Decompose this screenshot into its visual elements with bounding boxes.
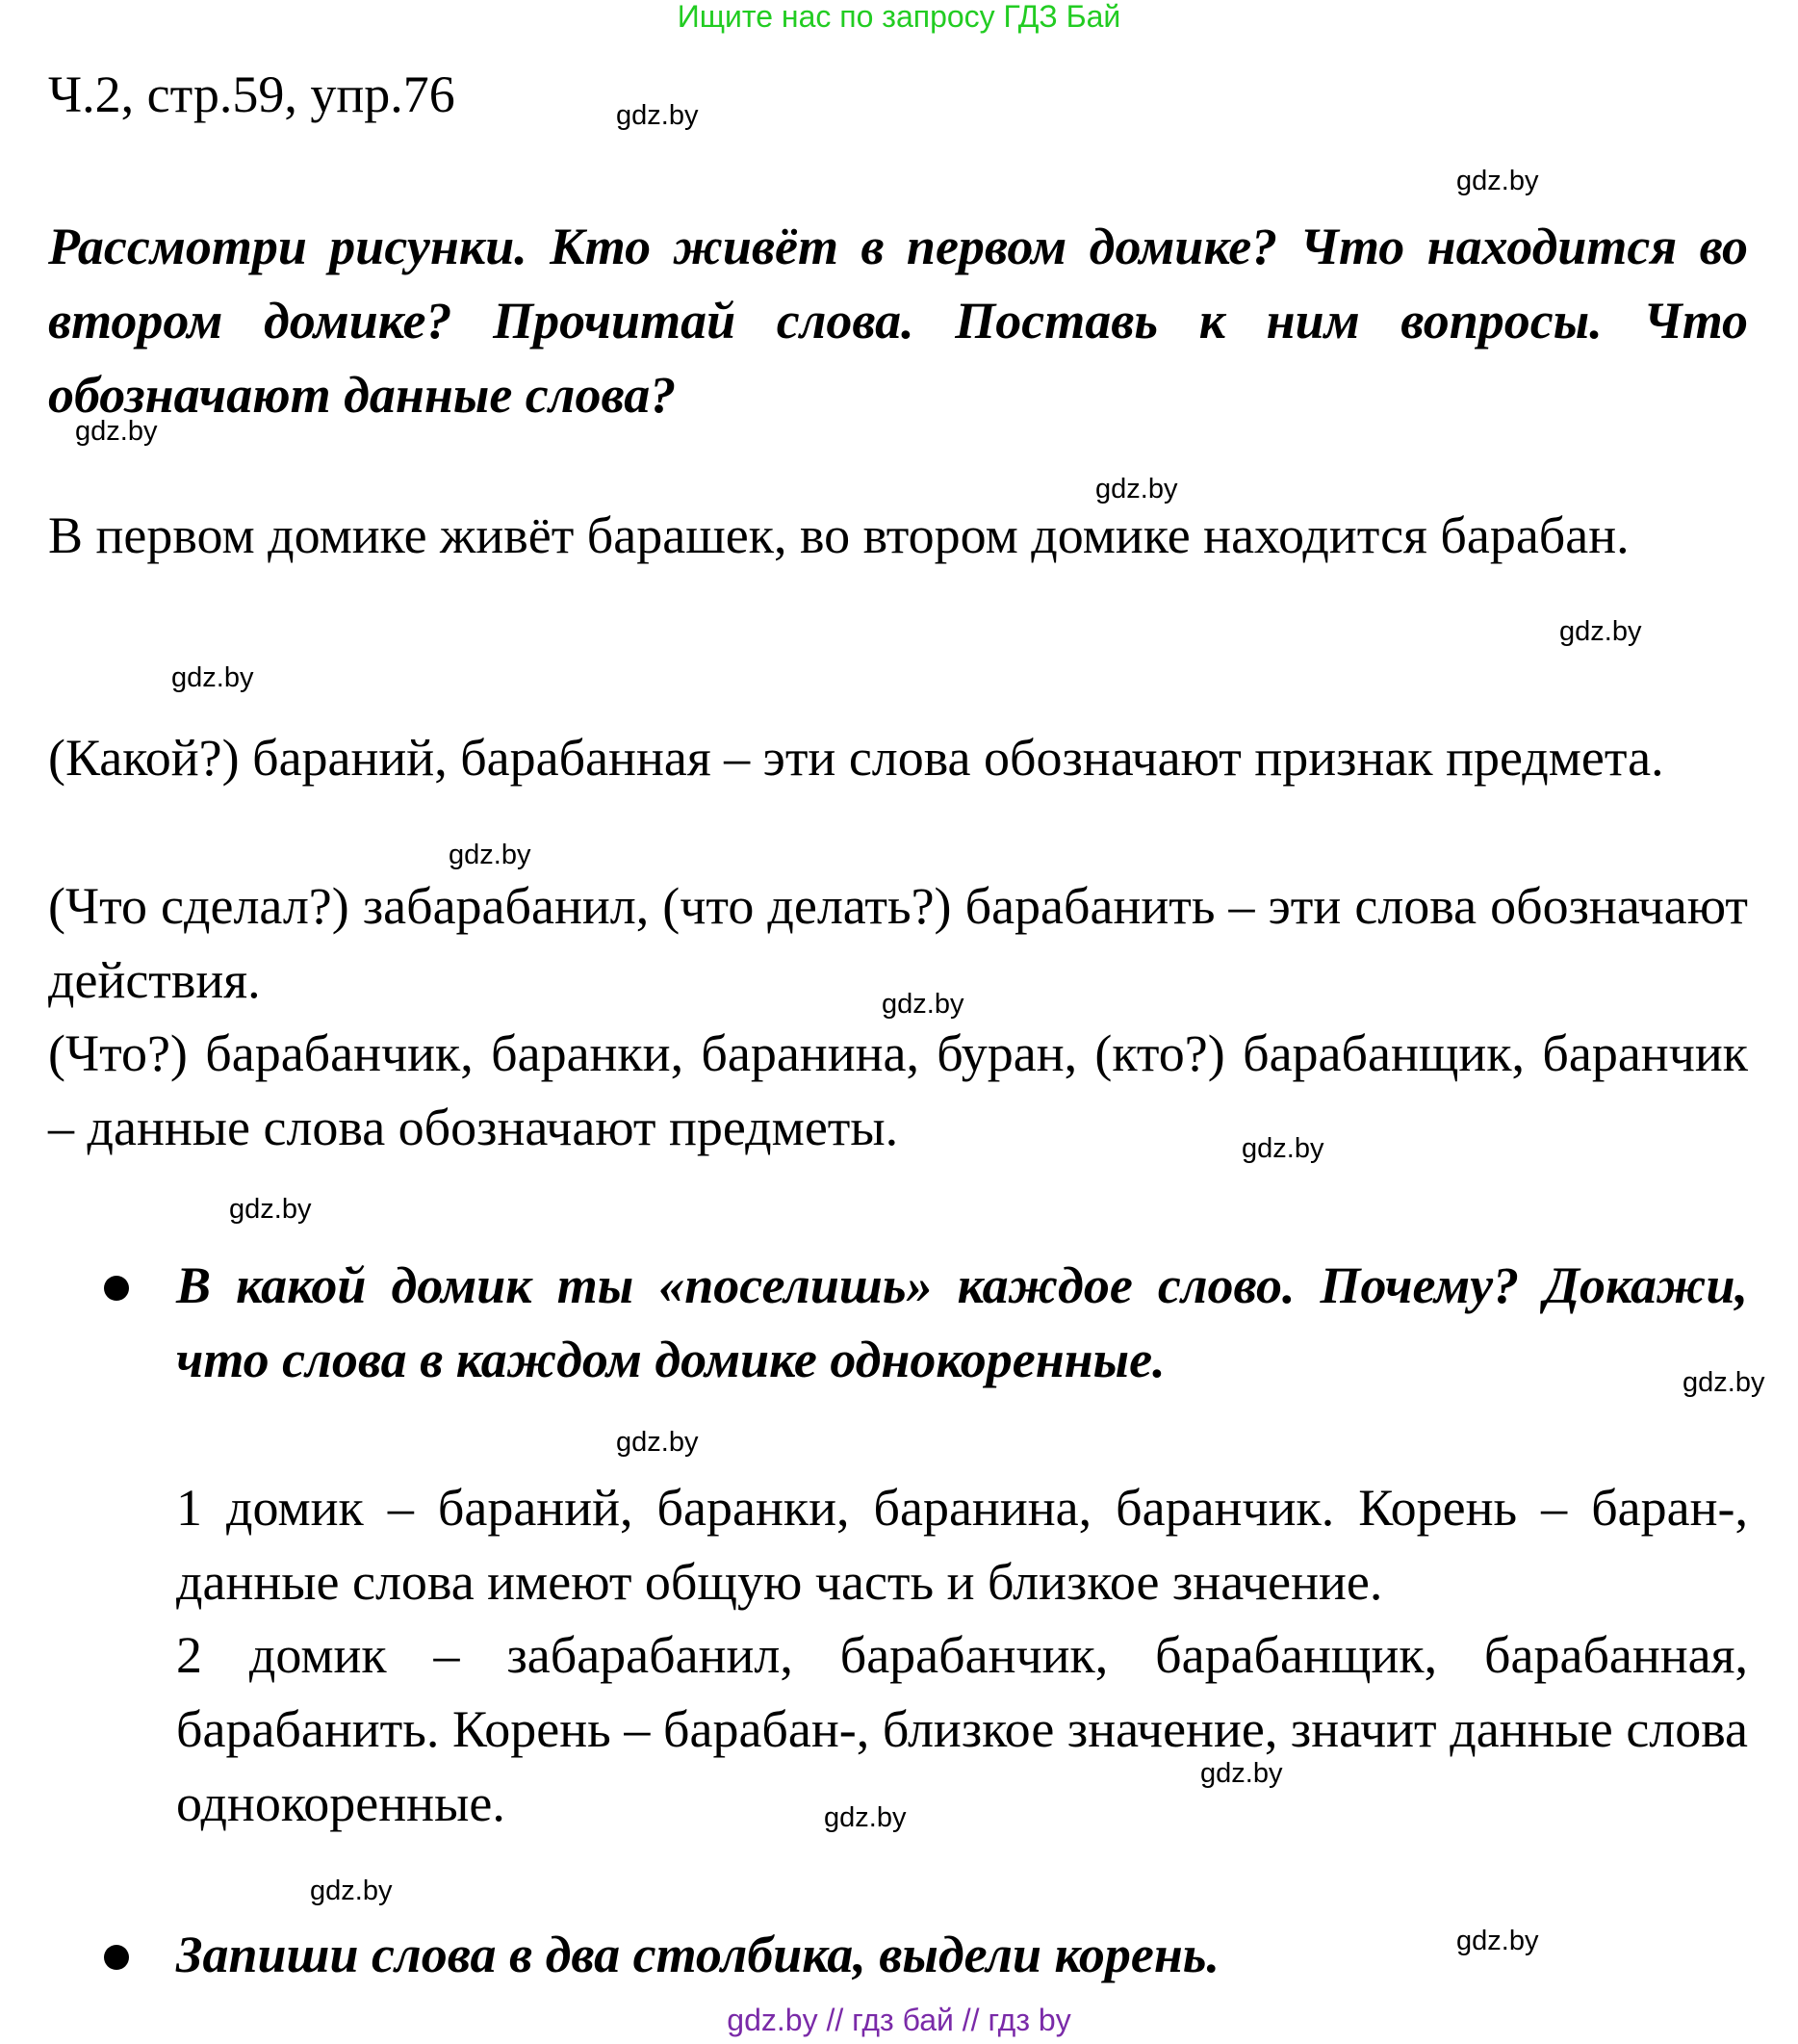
- watermark: gdz.by: [1095, 474, 1178, 505]
- watermark: gdz.by: [1456, 166, 1539, 196]
- watermark: gdz.by: [1200, 1758, 1283, 1789]
- task-text-2: В какой домик ты «поселишь» каждое слово. Почему? Докажи, что слова в каждом домике однокоренные.: [176, 1256, 1748, 1388]
- bullet-icon: [104, 1276, 129, 1301]
- page-heading: Ч.2, стр.59, упр.76: [48, 65, 455, 123]
- watermark: gdz.by: [616, 1427, 699, 1458]
- answer-paragraph-3b: 2 домик – забарабанил, барабанчик, барабанщик, барабанная, барабанить. Корень – барабан-, близкое значение, значит данные слова однокоренные.: [176, 1626, 1748, 1832]
- footer-links: gdz.by // гдз бай // гдз by: [727, 2003, 1071, 2037]
- answer-paragraph-3a: 1 домик – бараний, баранки, баранина, баранчик. Корень – баран-, данные слова имеют общую часть и близкое значение.: [176, 1479, 1748, 1611]
- watermark: gdz.by: [1242, 1133, 1324, 1164]
- top-banner: Ищите нас по запросу ГДЗ Бай: [677, 0, 1121, 34]
- bullet-icon: [104, 1945, 129, 1970]
- watermark: gdz.by: [616, 100, 699, 131]
- task-text-1: Рассмотри рисунки. Кто живёт в первом домике? Что находится во втором домике? Прочитай слова. Поставь к ним вопросы. Что обозначают данные слова?: [48, 218, 1748, 424]
- answer-paragraph-2b: (Что сделал?) забарабанил, (что делать?) барабанить – эти слова обозначают действия.: [48, 877, 1748, 1009]
- watermark: gdz.by: [75, 416, 158, 447]
- watermark: gdz.by: [449, 840, 531, 870]
- watermark: gdz.by: [1456, 1926, 1539, 1956]
- watermark: gdz.by: [882, 989, 964, 1020]
- watermark: gdz.by: [229, 1194, 312, 1225]
- answer-paragraph-1: В первом домике живёт барашек, во втором домике находится барабан.: [48, 506, 1630, 564]
- answer-paragraph-2a: (Какой?) бараний, барабанная – эти слова обозначают признак предмета.: [48, 729, 1664, 787]
- watermark: gdz.by: [310, 1876, 393, 1906]
- watermark: gdz.by: [1559, 616, 1642, 647]
- watermark: gdz.by: [171, 662, 254, 693]
- answer-paragraph-2c: (Что?) барабанчик, баранки, баранина, буран, (кто?) барабанщик, баранчик – данные слова обозначают предметы.: [48, 1024, 1748, 1156]
- watermark: gdz.by: [1682, 1367, 1765, 1398]
- watermark: gdz.by: [824, 1802, 907, 1833]
- task-text-3: Запиши слова в два столбика, выдели корень.: [176, 1926, 1220, 1983]
